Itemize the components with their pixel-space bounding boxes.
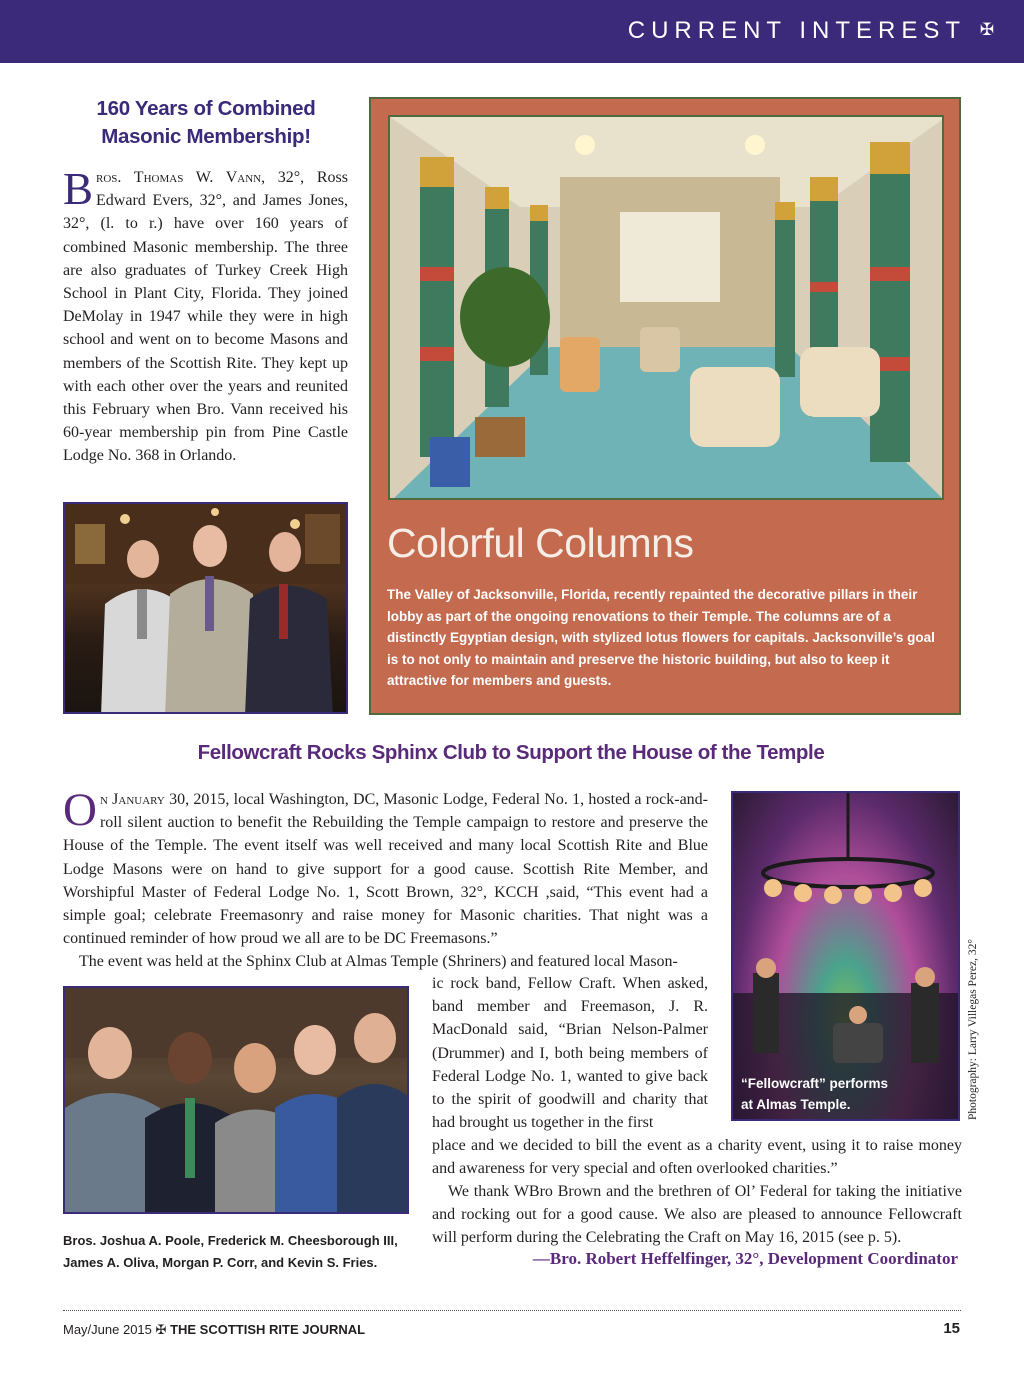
article1-dropcap: B [63,164,94,214]
section-title: CURRENT INTEREST [627,17,966,44]
cross-icon: ✠ [979,20,994,40]
section-header-bar [0,0,1024,63]
panel-title: Colorful Columns [387,520,694,566]
article1-body [63,166,348,468]
article2-paragraph-2-start: The event was held at the Sphinx Club at Almas Temple (Shriners) and featured local Mason- [79,953,678,971]
footer-issue: May/June 2015 [63,1322,152,1337]
group-illustration [65,988,409,1214]
band-caption-line1: “Fellowcraft” performs [741,1076,889,1091]
article1-headline-line2: Masonic Membership! [101,125,311,148]
article2-dropcap: O [63,784,97,836]
panel-text: The Valley of Jacksonville, Florida, recently repainted the decorative pillars in their lobby as part of the ongoing renovations to their Temple. The columns are of a distinctly Egyptian design, with stylized lotus flowers for capitals. Jacksonville’s goal is to not only to maintain and preserve the historic building, but also to keep it attractive for members and guests. [387,587,935,688]
band-performance-photo [731,791,960,1121]
article2-byline: —Bro. Robert Heffelfinger, 32°, Development Coordinator [532,1249,958,1268]
article1-text: 32°, Ross Edward Evers, 32°, and James Jones, 32°, (l. to r.) have over 160 years of combined Masonic membership. The three are also graduates of Turkey Creek High School in Plant City, Florida. They joined DeMolay in 1947 while they were in high school and went on to become Masons and members of the Scottish Rite. They kept up with each other over the years and reunited this February when Bro. Vann received his 60-year membership pin from Pine Castle Lodge No. 368 in Orlando. [63,169,348,465]
photo-credit: Photography: Larry Villegas Perez, 32° [967,939,979,1120]
group-photo [63,986,409,1214]
footer-left [63,1322,365,1338]
page-number: 15 [943,1320,960,1337]
article2-paragraph-2-column: ic rock band, Fellow Craft. When asked, band member and Freemason, J. R. MacDonald said, “Brian Nelson-Palmer (Drummer) and I, both being members of Federal Lodge No. 1, wanted to give back to the spirit of goodwill and charity that had brought us together in the first [432,975,708,1132]
article1-headline-line1: 160 Years of Combined [96,97,316,120]
band-caption-line2: at Almas Temple. [741,1097,851,1112]
band-photo-caption [741,1073,888,1115]
cross-icon: ✠ [155,1322,167,1337]
group-photo-caption: Bros. Joshua A. Poole, Frederick M. Cheesborough III, James A. Oliva, Morgan P. Corr, and Kevin S. Fries. [63,1233,398,1270]
article1-lead: ros. Thomas W. Vann, [96,169,266,186]
article2-text-1: 30, 2015, local Washington, DC, Masonic Lodge, Federal No. 1, hosted a rock-and-roll silent auction to benefit the Rebuilding the Temple campaign to restore and preserve the House of the Temple. The event itself was well received and many local Scottish Rite and Blue Lodge Masons were on hand to give support for a good cause. Scottish Rite Member, and Worshipful Master of Federal Lodge No. 1, Scott Brown, 32°, KCCH ,said, “This event had a simple goal; celebrate Freemasonry and raise money for Masonic charities. That night was a continued reminder of how proud we all are to be DC Freemasons.” [63,791,708,948]
temple-lobby-illustration [390,117,944,500]
article2-lead: n January [99,791,165,808]
article2-paragraph-2-end: place and we decided to bill the event as a charity event, using it to raise money and awareness for very special and often overlooked charities.” [432,1137,962,1178]
band-performance-illustration [733,793,960,1121]
article2-paragraph-3: We thank WBro Brown and the brethren of Ol’ Federal for taking the initiative and rocking out for a good cause. We also are pleased to announce Fellowcraft will perform during the Celebrating the Craft on May 16, 2015 (see p. 5). [432,1183,962,1247]
article1-headline [62,95,350,151]
article2-body-top [63,784,708,974]
footer-divider [63,1310,961,1311]
article2-paragraph-1 [63,784,708,950]
footer-journal: THE SCOTTISH RITE JOURNAL [170,1322,366,1337]
three-brothers-photo [63,502,348,714]
colorful-columns-panel [369,97,961,715]
three-brothers-illustration [65,504,348,714]
article2-headline: Fellowcraft Rocks Sphinx Club to Support the House of the Temple [197,741,825,764]
temple-lobby-photo [388,115,944,500]
